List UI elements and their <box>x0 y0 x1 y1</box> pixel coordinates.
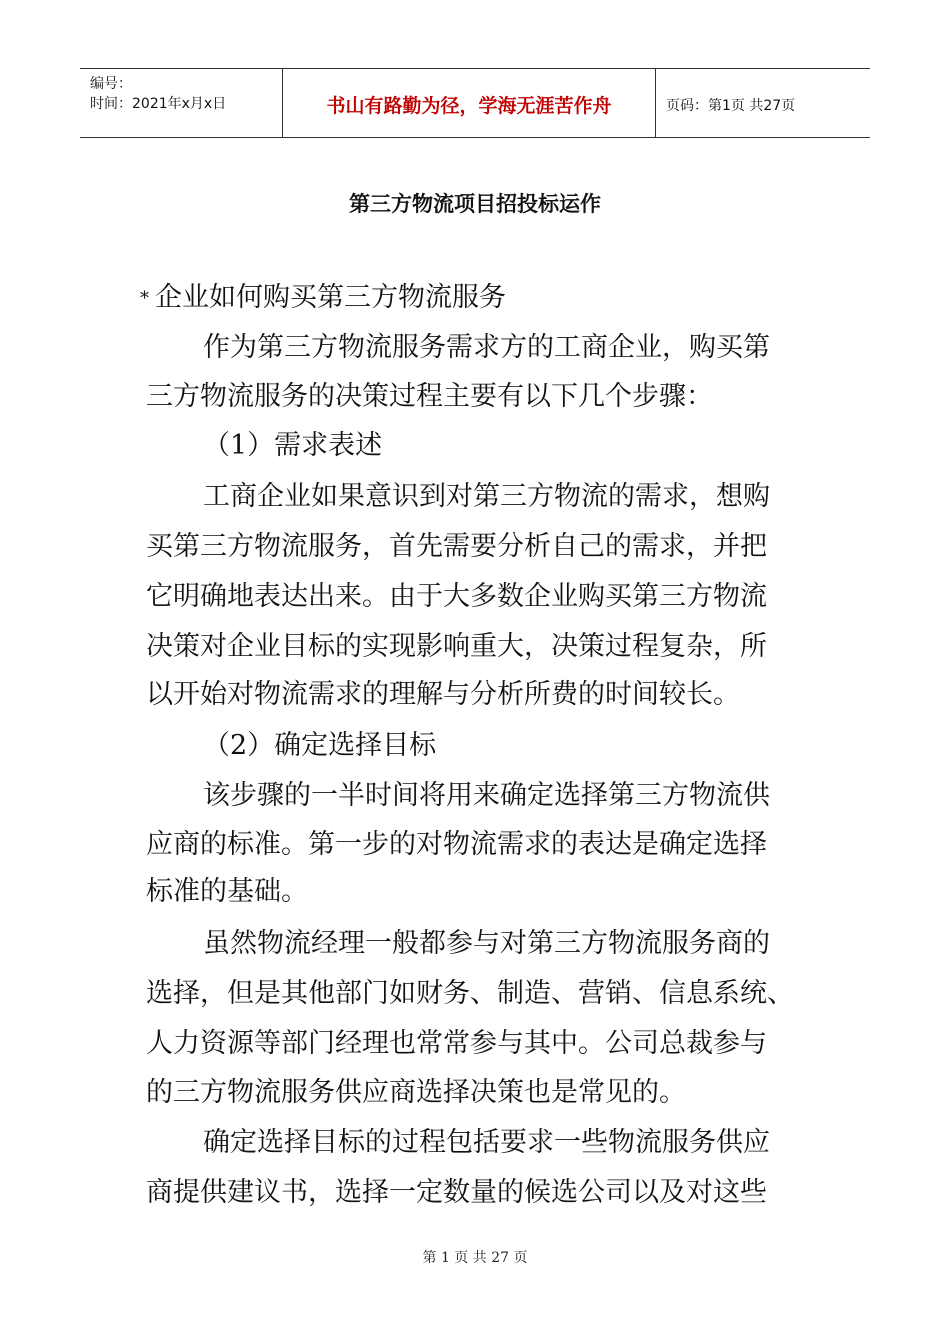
paragraph-line: 确定选择目标的过程包括要求一些物流服务供应 <box>203 1127 770 1158</box>
paragraph-line: 标准的基础。 <box>146 876 308 907</box>
document-title: 第三方物流项目招投标运作 <box>349 192 601 216</box>
section-heading <box>140 281 506 316</box>
paragraph-line: 虽然物流经理一般都参与对第三方物流服务商的 <box>203 928 770 959</box>
paragraph-line: 选择，但是其他部门如财务、制造、营销、信息系统、 <box>146 978 794 1009</box>
header-motto: 书山有路勤为径，学海无涯苦作舟 <box>326 95 612 117</box>
section-heading-text: 企业如何购买第三方物流服务 <box>155 282 506 313</box>
paragraph-line: 三方物流服务的决策过程主要有以下几个步骤： <box>146 381 713 412</box>
header-left-cell <box>80 69 281 137</box>
document-number-label: 编号： <box>90 76 132 92</box>
paragraph-line: 它明确地表达出来。由于大多数企业购买第三方物流 <box>146 581 767 612</box>
paragraph-line: 商提供建议书，选择一定数量的候选公司以及对这些 <box>146 1177 767 1208</box>
paragraph-line: 工商企业如果意识到对第三方物流的需求，想购 <box>203 481 770 512</box>
header-page-info: 页码：第1页 共27页 <box>666 98 796 114</box>
page-header <box>80 68 870 138</box>
paragraph-line: 作为第三方物流服务需求方的工商企业，购买第 <box>203 332 770 363</box>
paragraph-line: 人力资源等部门经理也常常参与其中。公司总裁参与 <box>146 1028 767 1059</box>
step-heading: （1）需求表述 <box>203 430 383 461</box>
header-middle-cell <box>282 69 656 137</box>
paragraph-line: 以开始对物流需求的理解与分析所费的时间较长。 <box>146 679 740 710</box>
paragraph-line: 买第三方物流服务，首先需要分析自己的需求，并把 <box>146 531 767 562</box>
header-right-cell <box>656 69 870 137</box>
step-heading: （2）确定选择目标 <box>203 730 437 761</box>
paragraph-line: 该步骤的一半时间将用来确定选择第三方物流供 <box>203 780 770 811</box>
document-date: 时间：2021年x月x日 <box>90 96 227 112</box>
paragraph-line: 的三方物流服务供应商选择决策也是常见的。 <box>146 1077 686 1108</box>
paragraph-line: 应商的标准。第一步的对物流需求的表达是确定选择 <box>146 829 767 860</box>
bullet-marker: * <box>140 288 149 309</box>
page-footer: 第 1 页 共 27 页 <box>422 1250 528 1266</box>
paragraph-line: 决策对企业目标的实现影响重大，决策过程复杂，所 <box>146 631 767 662</box>
